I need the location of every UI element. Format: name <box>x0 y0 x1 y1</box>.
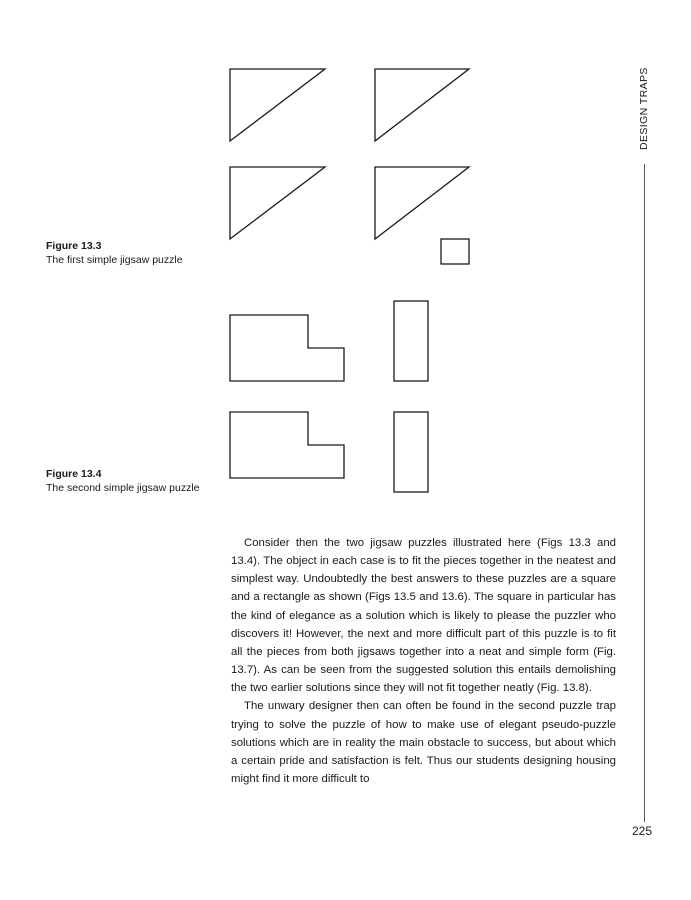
puzzle-piece-triangle-2 <box>375 69 469 141</box>
figure-number: Figure 13.4 <box>46 468 102 480</box>
puzzle-piece-small-square <box>441 239 469 264</box>
running-head: DESIGN TRAPS <box>638 67 650 150</box>
puzzle-piece-l-shape-2 <box>230 412 344 478</box>
body-text <box>231 534 616 788</box>
figure-caption <box>46 239 183 267</box>
figure-caption <box>46 467 200 495</box>
puzzle-piece-tall-rect-1 <box>394 301 428 381</box>
figure-caption-text: The second simple jigsaw puzzle <box>46 482 200 494</box>
body-paragraph: Consider then the two jigsaw puzzles illustrated here (Figs 13.3 and 13.4). The object in each case is to fit the pieces together in the neatest and simplest way. Undoubtedly the best answers to these puzzles are a square and a rectangle as shown (Figs 13.5 and 13.6). The square in particular has the kind of elegance as a solution which is likely to please the puzzler who discovers it! However, the next and more difficult part of this puzzle is to fit all the pieces from both jigsaws together into a neat and simple form (Fig. 13.7). As can be seen from the suggested solution this entails demolishing the two earlier solutions since they will not fit together neatly (Fig. 13.8). <box>231 537 616 695</box>
puzzle-piece-tall-rect-2 <box>394 412 428 492</box>
puzzle-piece-triangle-1 <box>230 69 325 141</box>
body-paragraph: The unwary designer then can often be found in the second puzzle trap trying to solve the puzzle of how to make use of elegant pseudo-puzzle solutions which are in reality the main obstacle to success, but about which a certain pride and satisfaction is felt. Thus our students designing housing might find it more difficult to <box>231 700 616 786</box>
puzzle-piece-l-shape-1 <box>230 315 344 381</box>
puzzle-piece-triangle-3 <box>230 167 325 239</box>
page-number: 225 <box>632 824 653 838</box>
puzzle-piece-triangle-4 <box>375 167 469 239</box>
figure-caption-text: The first simple jigsaw puzzle <box>46 254 183 266</box>
figure-number: Figure 13.3 <box>46 240 102 252</box>
margin-rule <box>644 164 645 822</box>
